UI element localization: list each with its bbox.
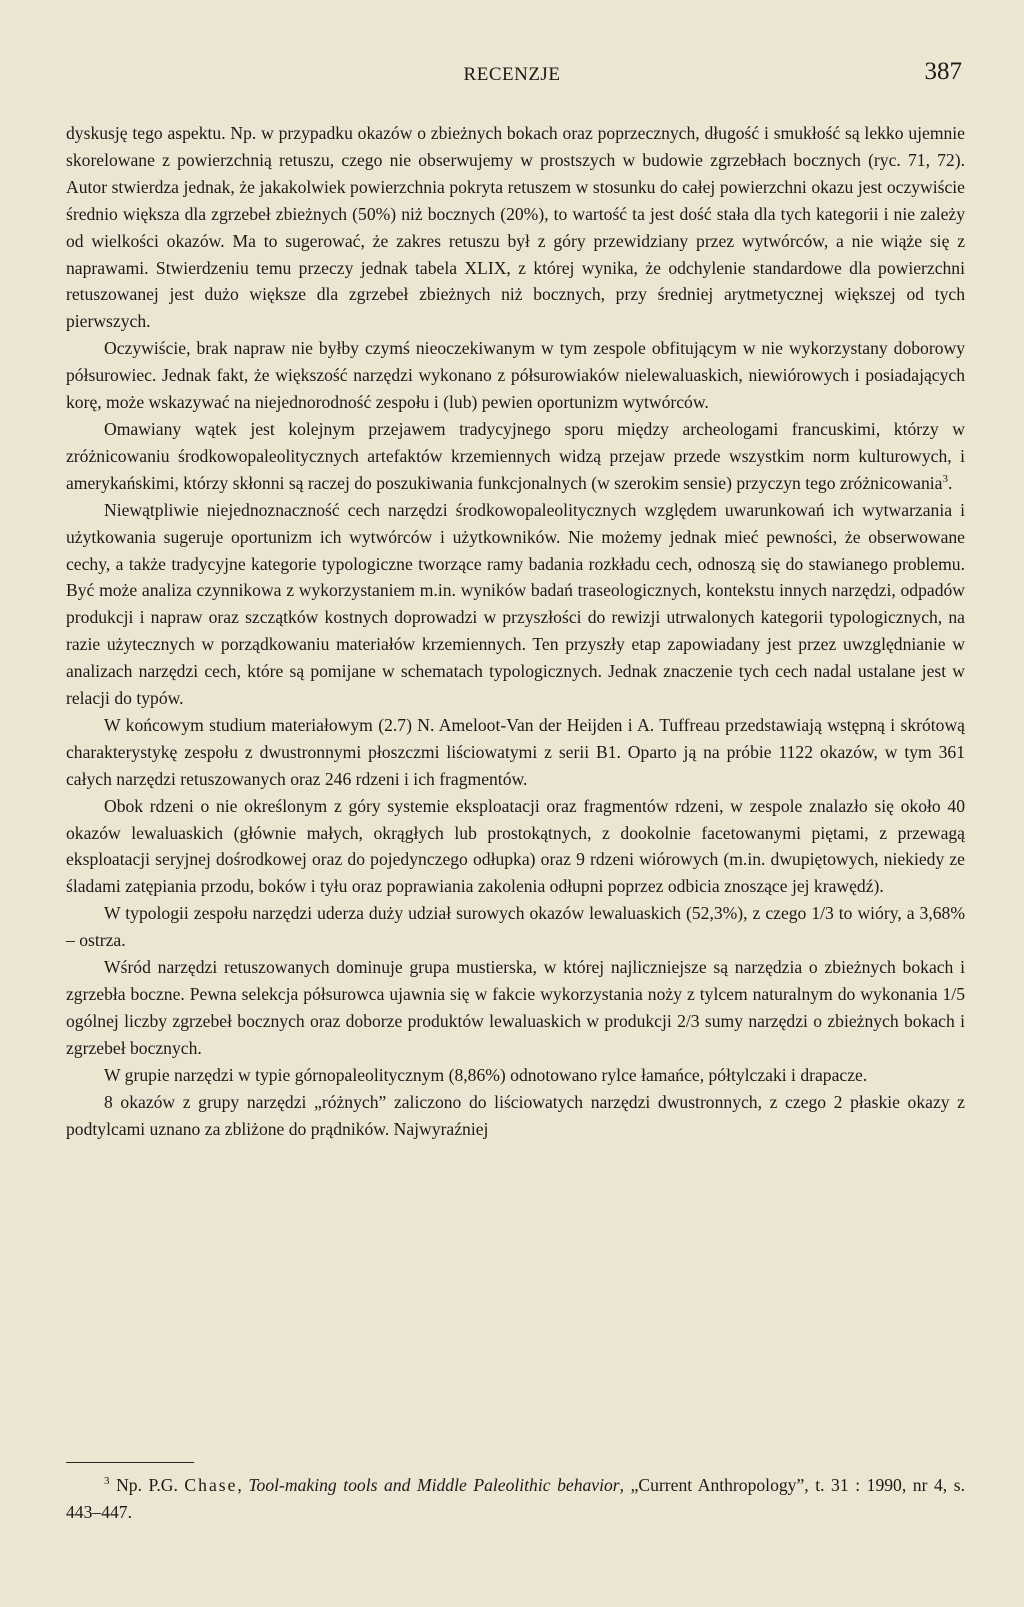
footnote-title: Tool-making tools and Middle Paleolithic behavior <box>248 1475 620 1495</box>
paragraph-1: dyskusję tego aspektu. Np. w przypadku okazów o zbieżnych bokach oraz poprzecznych, długość i smukłość są lekko ujemnie skorelowane z powierzchnią retuszu, czego nie obserwujemy w prostszych w budowie zgrzebłach bocznych (ryc. 71, 72). Autor stwierdza jednak, że jakakolwiek powierzchnia pokryta retuszem w stosunku do całej powierzchni okazu jest oczywiście średnio większa dla zgrzebeł zbieżnych (50%) niż bocznych (20%), to wartość ta jest dość stała dla tych kategorii i nie zależy od wielkości okazów. Ma to sugerować, że zakres retuszu był z góry przewidziany przez wytwórców, a nie wiąże się z naprawami. Stwierdzeniu temu przeczy jednak tabela XLIX, z której wynika, że odchylenie standardowe dla powierzchni retuszowanej jest dużo większe dla zgrzebeł zbieżnych niż bocznych, przy średniej arytmetycznej większej od tych pierwszych. <box>66 123 965 332</box>
paragraph-7: W typologii zespołu narzędzi uderza duży udział surowych okazów lewaluaskich (52,3%), z czego 1/3 to wióry, a 3,68% – ostrza. <box>66 903 965 951</box>
footnote-ref: 3 <box>942 472 948 485</box>
footnote-divider <box>66 1462 194 1463</box>
paragraph-5: W końcowym studium materiałowym (2.7) N. Ameloot-Van der Heijden i A. Tuffreau przedstawiają wstępną i skrótową charakterystykę zespołu z dwustronnymi płoszczmi liściowatymi z serii B1. Oparto ją na próbie 1122 okazów, w tym 361 całych narzędzi retuszowanych oraz 246 rdzeni i ich fragmentów. <box>66 714 965 789</box>
paragraph-10: 8 okazów z grupy narzędzi „różnych” zaliczono do liściowatych narzędzi dwustronnych, z czego 2 płaskie okazy z podtylcami uznano za zbliżone do prądników. Najwyraźniej <box>66 1091 965 1139</box>
footnote <box>66 1472 965 1526</box>
footnote-number: 3 <box>104 1475 110 1488</box>
footnote-rest: , „Current Anthropology”, t. 31 : 1990, nr 4, s. 443–447. <box>66 1475 965 1522</box>
paragraph-9: W grupie narzędzi w typie górnopaleolitycznym (8,86%) odnotowano rylce łamańce, półtylczaki i drapacze. <box>104 1064 868 1085</box>
paragraph-3-end: . <box>947 472 953 493</box>
footnote-prefix: Np. P.G. <box>116 1475 178 1495</box>
footnote-sep: , <box>237 1475 242 1495</box>
footnote-text <box>66 1472 965 1526</box>
page-header <box>0 58 1024 98</box>
paragraph-8: Wśród narzędzi retuszowanych dominuje grupa mustierska, w której najliczniejsze są narzędzia o zbieżnych bokach i zgrzebła boczne. Pewna selekcja półsurowca ujawnia się w fakcie wykorzystania noży z tylcem naturalnym do wykonania 1/5 ogólnej liczby zgrzebeł bocznych oraz doborze produktów lewaluaskich w produkcji 2/3 sumy narzędzi o zbieżnych bokach i zgrzebeł bocznych. <box>66 957 965 1058</box>
paragraph-4: Niewątpliwie niejednoznaczność cech narzędzi środkowopaleolitycznych względem uwarunkowań ich wytwarzania i użytkowania sugeruje oportunizm ich wytwórców i użytkowników. Nie możemy jednak mieć pewności, że obserwowane cechy, a także tradycyjne kategorie typologiczne tworzące ramy badania rozkładu cech, odnoszą się do stawianego problemu. Być może analiza czynnikowa z wykorzystaniem m.in. wyników badań traseologicznych, kontekstu innych narzędzi, odpadów produkcji i napraw oraz szczątków kostnych doprowadzi w przyszłości do rewizji utrwalonych kategorii typologicznych, na razie użytecznych w porządkowaniu materiałów krzemiennych. Ten przyszły etap zapowiadany jest przez uwzględnianie w analizach narzędzi cech, które są pomijane w schematach typologicznych. Jednak znaczenie tych cech nadal ustalane jest w relacji do typów. <box>66 499 965 709</box>
running-title: RECENZJE <box>463 64 561 85</box>
page-number: 387 <box>924 58 962 85</box>
paragraph-2: Oczywiście, brak napraw nie byłby czymś nieoczekiwanym w tym zespole obfitującym w nie wykorzystany doborowy półsurowiec. Jednak fakt, że większość narzędzi wykonano z półsurowiaków nielewaluaskich, niewiórowych i posiadających korę, może wskazywać na niejednorodność zespołu i (lub) pewien oportunizm wytwórców. <box>66 338 965 413</box>
footnote-author: Chase <box>184 1475 238 1495</box>
paragraph-3-text: Omawiany wątek jest kolejnym przejawem tradycyjnego sporu między archeologami francuskimi, którzy w zróżnicowaniu środkowopaleolitycznych artefaktów krzemiennych widzą przejaw przede wszystkim norm kulturowych, i amerykańskimi, którzy skłonni są raczej do poszukiwania funkcjonalnych (w szerokim sensie) przyczyn tego zróżnicowania <box>66 418 965 493</box>
body-text <box>66 120 965 1142</box>
paragraph-3 <box>66 416 965 497</box>
paragraph-6: Obok rdzeni o nie określonym z góry systemie eksploatacji oraz fragmentów rdzeni, w zespole znalazło się około 40 okazów lewaluaskich (głównie małych, okrągłych lub prostokątnych, z dookolnie facetowanymi piętami, z przewagą eksploatacji seryjnej dośrodkowej oraz do pojedynczego odłupka) oraz 9 rdzeni wiórowych (m.in. dwupiętowych, niekiedy ze śladami zatępiania przodu, boków i tyłu oraz poprawiania zakolenia odłupni poprzez odbicia znoszące jej krawędź). <box>66 795 965 897</box>
